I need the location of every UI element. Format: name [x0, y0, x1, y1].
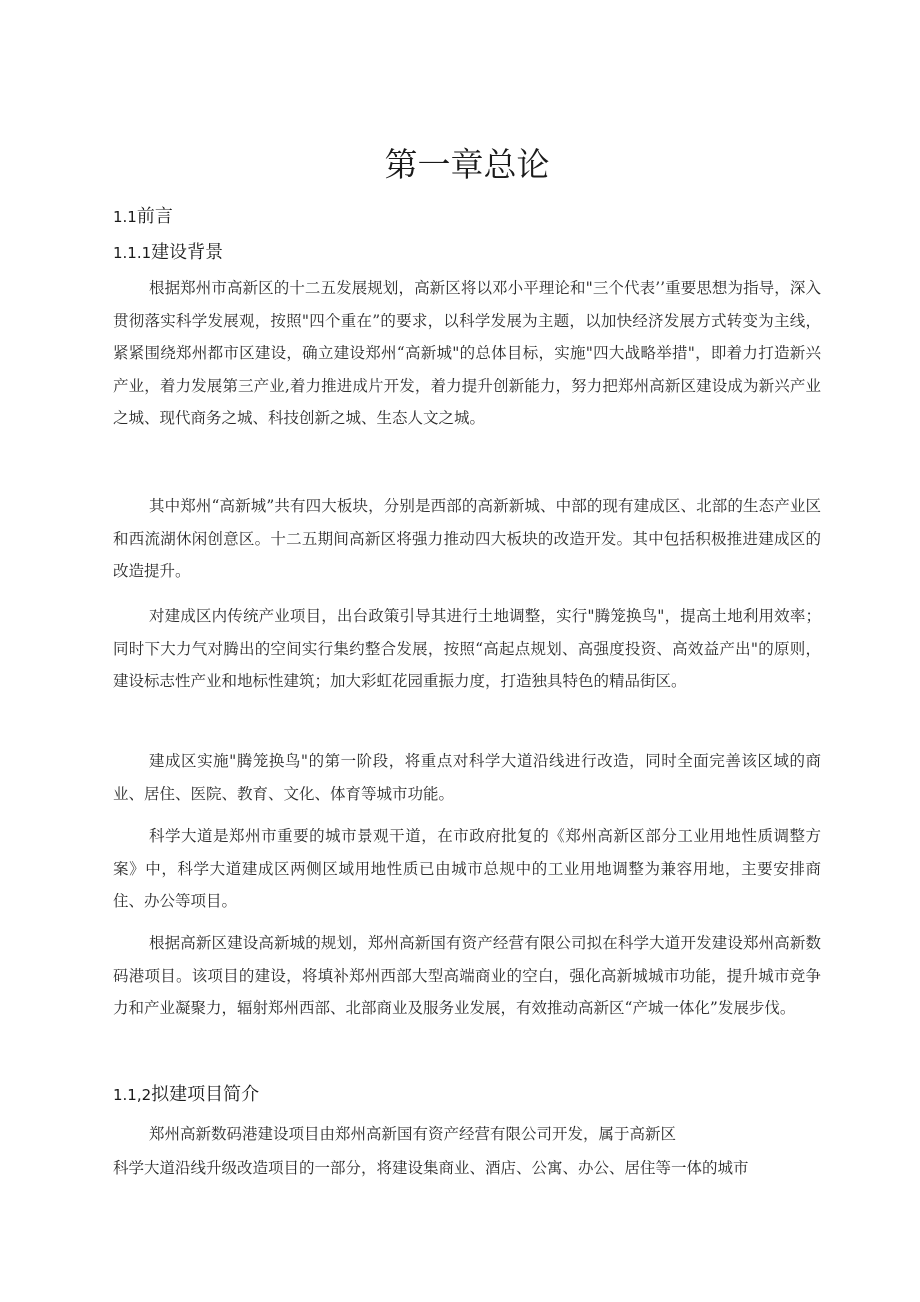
paragraph-four-blocks: 其中郑州“高新城”共有四大板块，分别是西部的高新新城、中部的现有建成区、北部的生态产业区和西流湖休闲创意区。十二五期间高新区将强力推动四大板块的改造开发。其中包括积极推进建成区的改造提升。	[113, 497, 821, 580]
paragraph-project-intro-line-1: 郑州高新数码港建设项目由郑州高新国有资产经营有限公司开发，属于高新区	[149, 1125, 677, 1143]
section-number: 1.1.1	[113, 244, 152, 262]
paragraph-development-plan: 根据郑州市高新区的十二五发展规划，高新区将以邓小平理论和"三个代表’’重要思想为指导，深入贯彻落实科学发展观，按照"四个重在”的要求，以科学发展为主题，以加快经济发展方式转变为主线，紧紧围绕郑州都市区建设，确立建设郑州“高新城"的总体目标，实施"四大战略举措"，即着力打造新兴产业，着力发展第三产业,着力推进成片开发，着力提升创新能力，努力把郑州高新区建设成为新兴产业之城、现代商务之城、科技创新之城、生态人文之城。	[113, 279, 821, 427]
section-number: 1.1,2	[113, 1086, 152, 1104]
section-heading-project-intro	[113, 1082, 259, 1108]
paragraph-industry-adjustment: 对建成区内传统产业项目，出台政策引导其进行土地调整，实行"腾笼换鸟"，提高土地利用效率；同时下大力气对腾出的空间实行集约整合发展，按照“高起点规划、高强度投资、高效益产出"的原则，建设标志性产业和地标性建筑；加大彩虹花园重振力度，打造独具特色的精品街区。	[113, 607, 821, 690]
paragraph-digital-port-plan: 根据高新区建设高新城的规划，郑州高新国有资产经营有限公司拟在科学大道开发建设郑州高新数码港项目。该项目的建设，将填补郑州西部大型高端商业的空白，强化高新城城市功能，提升城市竞争力和产业凝聚力，辐射郑州西部、北部商业及服务业发展，有效推动高新区“产城一体化”发展步伐。	[113, 934, 821, 1017]
section-title: 建设背景	[151, 242, 224, 263]
paragraph-science-avenue: 科学大道是郑州市重要的城市景观干道，在市政府批复的《郑州高新区部分工业用地性质调整方案》中，科学大道建成区两侧区域用地性质已由城市总规中的工业用地调整为兼容用地，主要安排商住、办公等项目。	[113, 827, 821, 910]
section-heading-preface	[113, 204, 173, 230]
section-number: 1.1	[113, 208, 137, 226]
paragraph-first-phase: 建成区实施"腾笼换鸟"的第一阶段，将重点对科学大道沿线进行改造，同时全面完善该区域的商业、居住、医院、教育、文化、体育等城市功能。	[113, 752, 821, 803]
chapter-title: 第一章总论	[384, 145, 550, 184]
section-heading-background	[113, 240, 223, 266]
section-title: 拟建项目简介	[151, 1084, 260, 1105]
paragraph-project-intro-line-2: 科学大道沿线升级改造项目的一部分，将建设集商业、酒店、公寓、办公、居住等一体的城市	[113, 1159, 749, 1177]
section-title: 前言	[136, 206, 173, 227]
